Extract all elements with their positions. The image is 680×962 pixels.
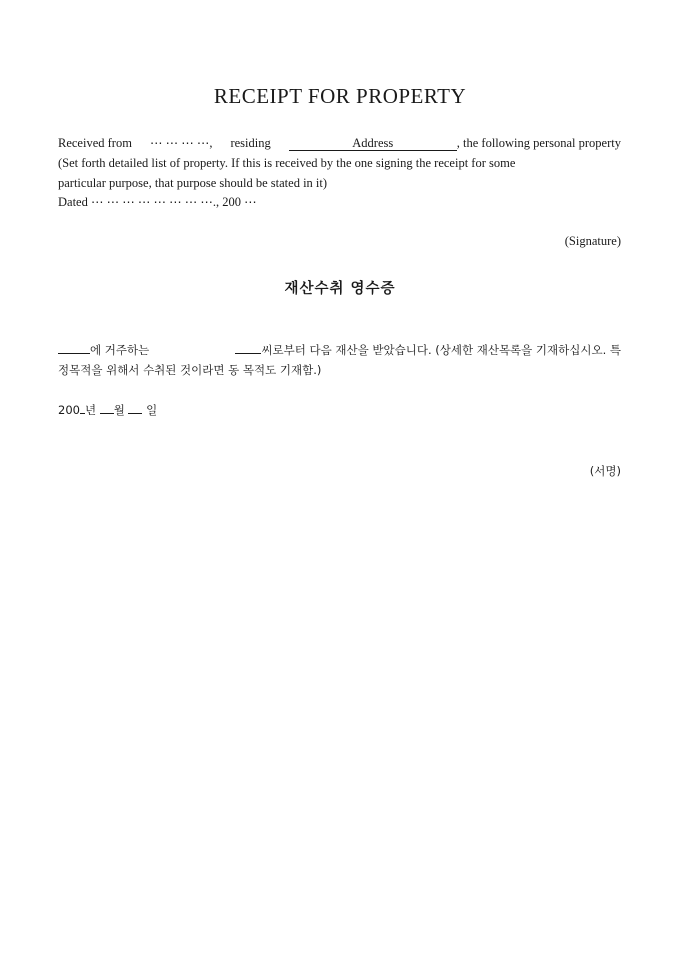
korean-date-line (58, 401, 157, 418)
address-field: Address (289, 136, 457, 151)
english-line-3: particular purpose, that purpose should be stated in it) (58, 175, 328, 190)
dated-year: 200 ⋯ (222, 195, 257, 210)
korean-line-2: 정목적을 위해서 수취된 것이라면 동 목적도 기재함.) (58, 363, 322, 377)
dated-dots: ⋯ ⋯ ⋯ ⋯ ⋯ ⋯ ⋯ ⋯., (90, 195, 220, 210)
dated-label: Dated (58, 195, 88, 210)
year-prefix: 200 (58, 403, 80, 417)
korean-line-1-part-b (235, 340, 621, 360)
english-line-1 (58, 134, 621, 154)
signature-label-korean: (서명) (589, 464, 621, 478)
korean-body (58, 340, 621, 380)
document-title-korean: 재산수취 영수증 (284, 281, 396, 297)
received-text-ko: 씨로부터 다음 재산을 받았습니다. (상세한 재산목록을 기재하십시오. 특 (261, 343, 621, 357)
name-blank (235, 341, 261, 354)
english-body (58, 134, 621, 213)
english-line-2: (Set forth detailed list of property. If this is received by the one signing the receipt for some (58, 155, 516, 170)
received-from-label: Received from (58, 136, 132, 150)
year-label: 년 (84, 403, 97, 417)
korean-line-1-part-a (58, 340, 149, 360)
month-blank (100, 401, 114, 414)
month-label: 월 (113, 403, 125, 417)
residing-text-ko: 에 거주하는 (90, 343, 150, 357)
residence-blank (58, 341, 90, 354)
residing-label: residing (230, 136, 271, 150)
korean-line-1 (58, 340, 621, 360)
day-blank (128, 401, 142, 414)
following-text: , the following personal property (456, 136, 621, 150)
day-label: 일 (146, 403, 158, 417)
signature-label-english: (Signature) (564, 234, 621, 248)
address-blank (289, 134, 621, 154)
english-dated-line (58, 193, 621, 213)
document-title-english: RECEIPT FOR PROPERTY (213, 84, 467, 108)
received-from-dots: ⋯ ⋯ ⋯ ⋯, (149, 136, 213, 150)
